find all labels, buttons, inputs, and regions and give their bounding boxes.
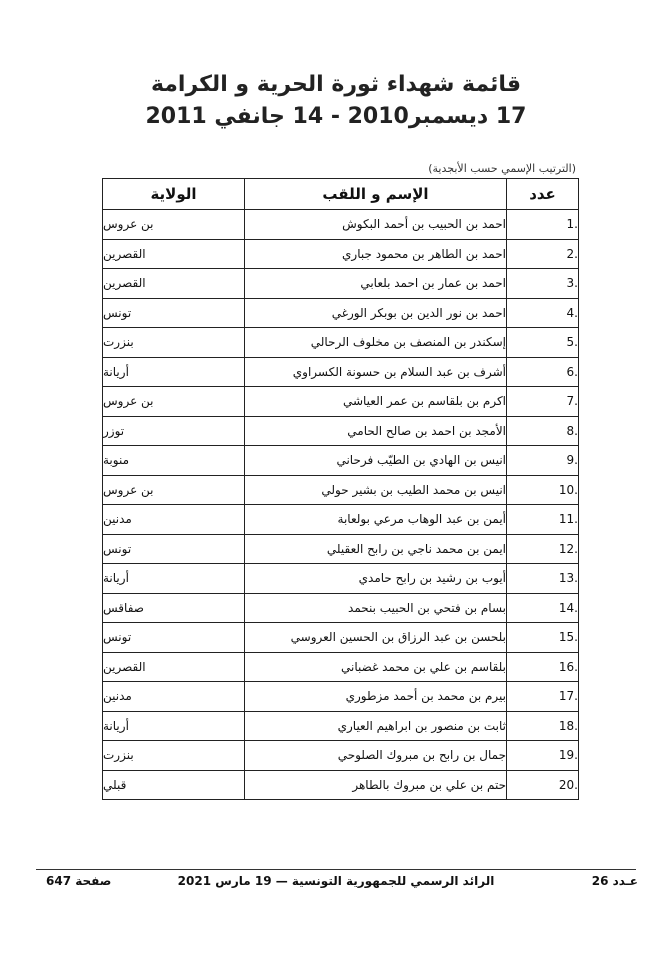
- row-number-text: 14.: [558, 600, 578, 615]
- governorate-cell: [103, 475, 245, 505]
- row-number-text: 11.: [558, 512, 578, 527]
- page-number: صفحة 647: [46, 874, 112, 888]
- row-number: [507, 564, 579, 594]
- row-number-text: 5.: [566, 335, 578, 350]
- row-number: [507, 652, 579, 682]
- row-number: [507, 387, 579, 417]
- governorate-cell: [103, 534, 245, 564]
- governorate: توزر: [103, 423, 125, 438]
- row-number-text: 17.: [558, 689, 578, 704]
- table-row: [103, 770, 579, 800]
- martyr-name: بلحسن بن عبد الرزاق بن الحسين العروسي: [245, 623, 507, 653]
- governorate-cell: [103, 770, 245, 800]
- row-number-text: 10.: [558, 482, 578, 497]
- martyr-name: احمد بن نور الدين بن بوبكر الورغي: [245, 298, 507, 328]
- row-number-text: 19.: [558, 748, 578, 763]
- row-number-text: 6.: [566, 364, 578, 379]
- row-number-text: 20.: [558, 777, 578, 792]
- sorting-note: (الترتيب الإسمي حسب الأبجدية): [428, 162, 576, 175]
- governorate: أريانة: [103, 718, 129, 733]
- table-body: [103, 210, 579, 800]
- governorate: بن عروس: [103, 482, 154, 497]
- table-row: [103, 564, 579, 594]
- martyr-name: أشرف بن عبد السلام بن حسونة الكسراوي: [245, 357, 507, 387]
- issue-number: عـدد 26: [591, 874, 638, 888]
- governorate-cell: [103, 682, 245, 712]
- table-row: [103, 357, 579, 387]
- row-number-text: 7.: [566, 394, 578, 409]
- martyr-name: احمد بن عمار بن احمد بلعابي: [245, 269, 507, 299]
- governorate-cell: [103, 711, 245, 741]
- martyr-name: حتم بن علي بن مبروك بالطاهر: [245, 770, 507, 800]
- table-row: [103, 269, 579, 299]
- table-row: [103, 416, 579, 446]
- row-number-text: 9.: [566, 453, 578, 468]
- martyrs-table: [102, 178, 579, 800]
- governorate: تونس: [103, 630, 132, 645]
- governorate-cell: [103, 328, 245, 358]
- governorate: بن عروس: [103, 217, 154, 232]
- table-row: [103, 210, 579, 240]
- row-number-text: 8.: [566, 423, 578, 438]
- row-number: [507, 475, 579, 505]
- table-row: [103, 711, 579, 741]
- row-number: [507, 593, 579, 623]
- table-row: [103, 328, 579, 358]
- row-number: [507, 505, 579, 535]
- governorate: تونس: [103, 541, 132, 556]
- martyr-name: بيرم بن محمد بن أحمد مزطوري: [245, 682, 507, 712]
- table-row: [103, 298, 579, 328]
- martyr-name: بلقاسم بن علي بن محمد غضباني: [245, 652, 507, 682]
- row-number: [507, 682, 579, 712]
- document-date-range: 17 ديسمبر2010 - 14 جانفي 2011: [145, 104, 527, 129]
- table-row: [103, 505, 579, 535]
- row-number: [507, 357, 579, 387]
- governorate-cell: [103, 357, 245, 387]
- governorate: القصرين: [103, 246, 146, 261]
- martyr-name: بسام بن فتحي بن الحبيب بنحمد: [245, 593, 507, 623]
- table-row: [103, 741, 579, 771]
- governorate-cell: [103, 652, 245, 682]
- martyr-name: أيمن بن عبد الوهاب مرعي بولعابة: [245, 505, 507, 535]
- governorate: بن عروس: [103, 394, 154, 409]
- row-number: [507, 416, 579, 446]
- document-title: قائمة شهداء ثورة الحرية و الكرامة: [150, 72, 522, 97]
- martyr-name: أيوب بن رشيد بن رابح حامدي: [245, 564, 507, 594]
- governorate-cell: [103, 446, 245, 476]
- row-number-text: 18.: [558, 718, 578, 733]
- governorate-cell: [103, 741, 245, 771]
- row-number-text: 15.: [558, 630, 578, 645]
- governorate-cell: [103, 564, 245, 594]
- governorate: تونس: [103, 305, 132, 320]
- governorate-cell: [103, 298, 245, 328]
- martyr-name: الأمجد بن احمد بن صالح الحامي: [245, 416, 507, 446]
- governorate: بنزرت: [103, 335, 134, 350]
- journal-reference: الرائد الرسمي للجمهورية التونسية — 19 مارس 2021: [177, 874, 495, 888]
- martyr-name: ايمن بن محمد ناجي بن رابح العقيلي: [245, 534, 507, 564]
- row-number: [507, 210, 579, 240]
- governorate-cell: [103, 593, 245, 623]
- governorate: قبلي: [103, 777, 127, 792]
- martyr-name: انيس بن الهادي بن الطيّب فرحاني: [245, 446, 507, 476]
- row-number: [507, 239, 579, 269]
- martyr-name: جمال بن رابح بن مبروك الصلوحي: [245, 741, 507, 771]
- row-number-text: 16.: [558, 659, 578, 674]
- governorate: أريانة: [103, 364, 129, 379]
- martyr-name: ثابت بن منصور بن ابراهيم العياري: [245, 711, 507, 741]
- martyr-name: احمد بن الطاهر بن محمود جباري: [245, 239, 507, 269]
- row-number: [507, 711, 579, 741]
- table-row: [103, 239, 579, 269]
- row-number: [507, 298, 579, 328]
- row-number: [507, 623, 579, 653]
- row-number: [507, 328, 579, 358]
- governorate-cell: [103, 416, 245, 446]
- governorate: منوبة: [103, 453, 130, 468]
- column-header-number: عدد: [507, 179, 579, 210]
- row-number: [507, 269, 579, 299]
- table-row: [103, 534, 579, 564]
- governorate: القصرين: [103, 659, 146, 674]
- column-header-name: الإسم و اللقب: [245, 179, 507, 210]
- row-number-text: 3.: [566, 276, 578, 291]
- table-row: [103, 652, 579, 682]
- martyr-name: اكرم بن بلقاسم بن عمر العياشي: [245, 387, 507, 417]
- row-number-text: 4.: [566, 305, 578, 320]
- governorate-cell: [103, 623, 245, 653]
- governorate-cell: [103, 387, 245, 417]
- table-row: [103, 593, 579, 623]
- governorate: أريانة: [103, 571, 129, 586]
- footer-divider: [36, 869, 636, 870]
- governorate: صفاقس: [103, 600, 144, 615]
- row-number-text: 2.: [566, 246, 578, 261]
- row-number-text: 13.: [558, 571, 578, 586]
- martyr-name: انيس بن محمد الطيب بن بشير حولي: [245, 475, 507, 505]
- row-number: [507, 534, 579, 564]
- governorate-cell: [103, 210, 245, 240]
- martyr-name: احمد بن الحبيب بن أحمد البكوش: [245, 210, 507, 240]
- governorate-cell: [103, 269, 245, 299]
- martyr-name: إسكندر بن المنصف بن مخلوف الرحالي: [245, 328, 507, 358]
- column-header-governorate: الولاية: [103, 179, 245, 210]
- table-row: [103, 623, 579, 653]
- table-row: [103, 387, 579, 417]
- governorate: القصرين: [103, 276, 146, 291]
- row-number-text: 1.: [566, 217, 578, 232]
- table-header-row: [103, 179, 579, 210]
- governorate-cell: [103, 505, 245, 535]
- governorate: مدنين: [103, 512, 132, 527]
- row-number: [507, 446, 579, 476]
- table-row: [103, 682, 579, 712]
- row-number: [507, 741, 579, 771]
- table-row: [103, 446, 579, 476]
- row-number-text: 12.: [558, 541, 578, 556]
- table-row: [103, 475, 579, 505]
- governorate-cell: [103, 239, 245, 269]
- governorate: مدنين: [103, 689, 132, 704]
- governorate: بنزرت: [103, 748, 134, 763]
- row-number: [507, 770, 579, 800]
